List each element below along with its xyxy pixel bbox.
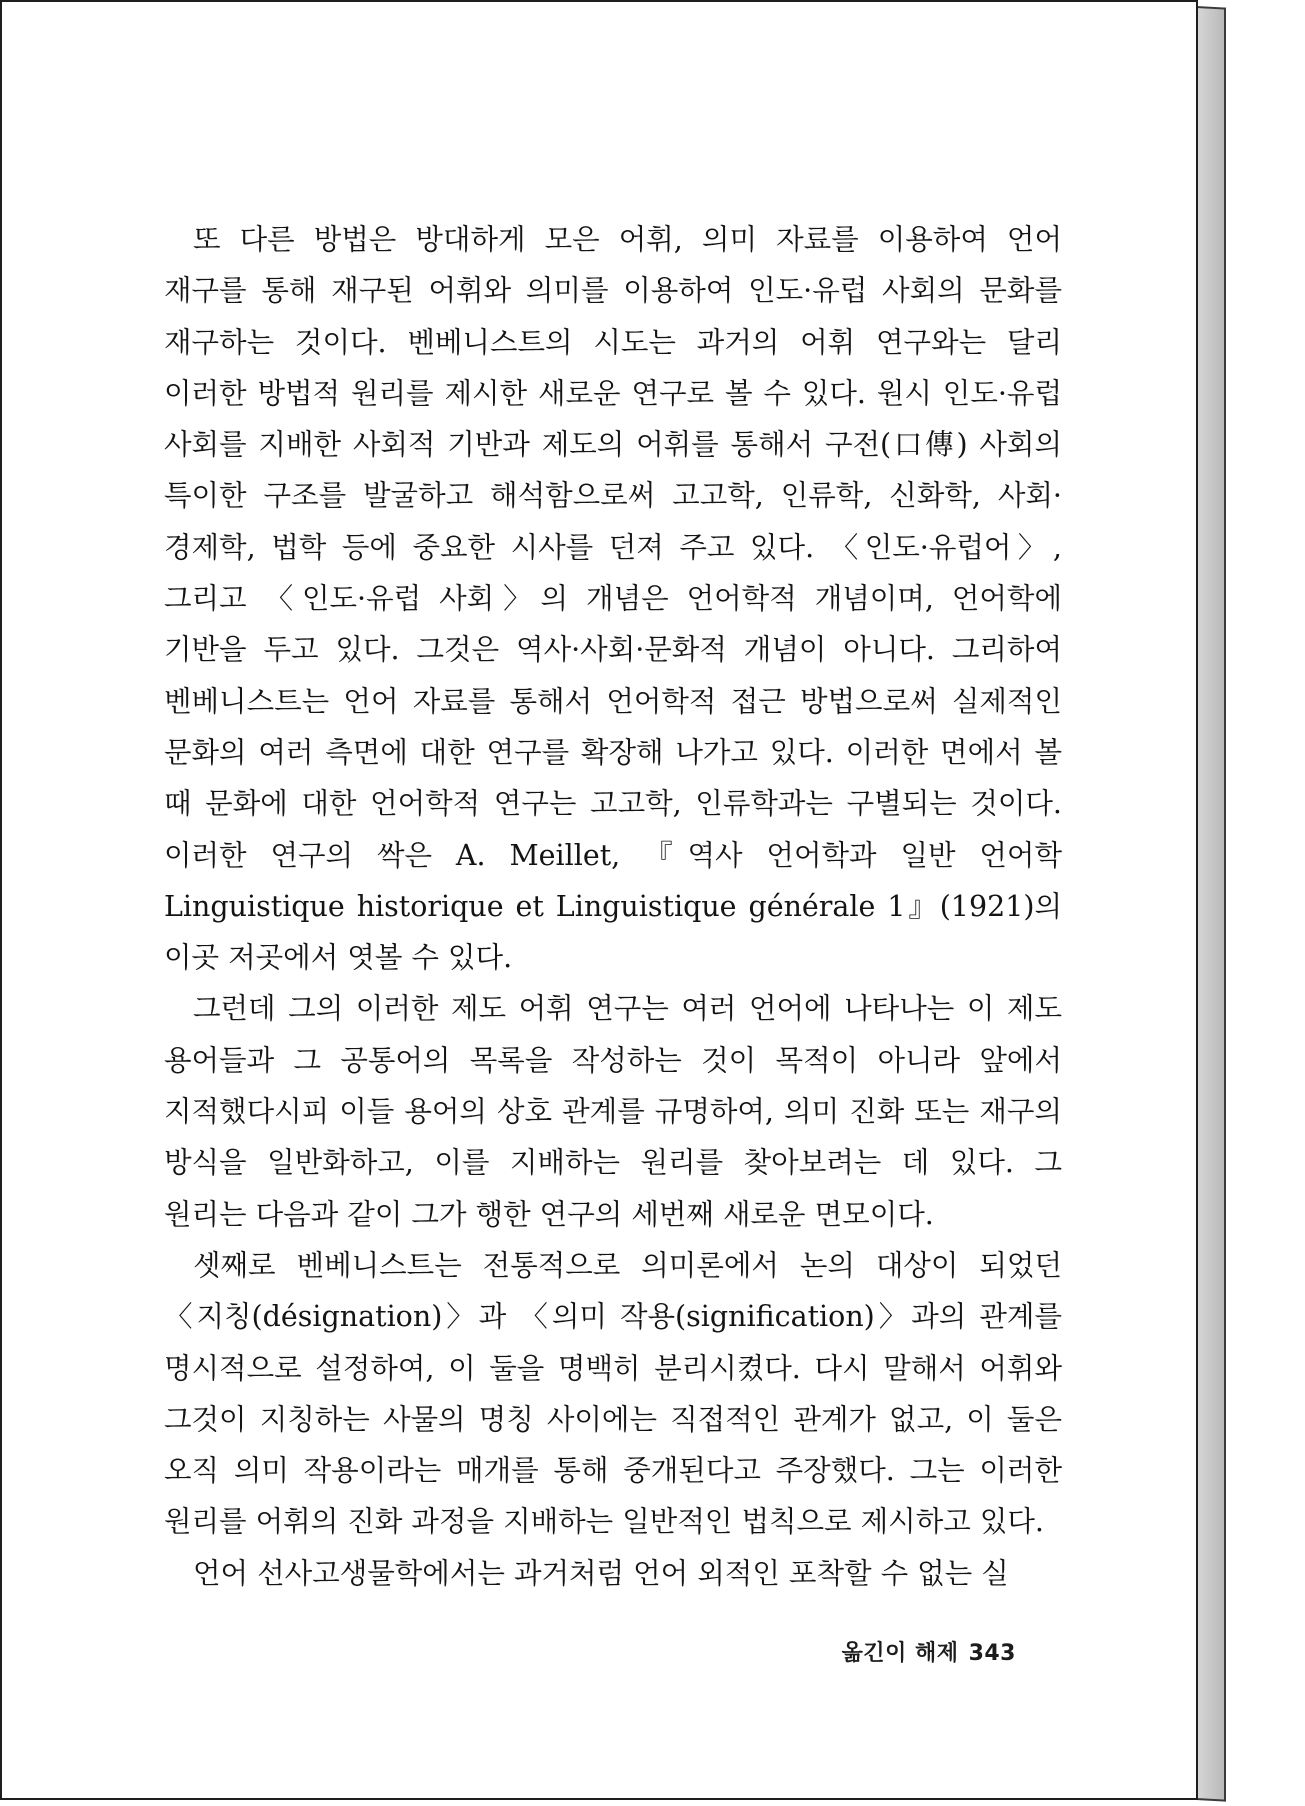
running-footer bbox=[842, 1636, 1016, 1667]
paragraph-3: 셋째로 벤베니스트는 전통적으로 의미론에서 논의 대상이 되었던 〈지칭(désignation)〉과 〈의미 작용(signification)〉과의 관계를 명시적으로 설정하여, 이 둘을 명백히 분리시켰다. 다시 말해서 어휘와 그것이 지칭하는 사물의 명칭 사이에는 직접적인 관계가 없고, 이 둘은 오직 의미 작용이라는 매개를 통해 중개된다고 주장했다. 그는 이러한 원리를 어휘의 진화 과정을 지배하는 일반적인 법칙으로 제시하고 있다. bbox=[164, 1248, 1062, 1539]
paragraph-2: 그런데 그의 이러한 제도 어휘 연구는 여러 언어에 나타나는 이 제도 용어들과 그 공통어의 목록을 작성하는 것이 목적이 아니라 앞에서 지적했다시피 이들 용어의 상호 관계를 규명하여, 의미 진화 또는 재구의 방식을 일반화하고, 이를 지배하는 원리를 찾아보려는 데 있다. 그 원리는 다음과 같이 그가 행한 연구의 세번째 새로운 면모이다. bbox=[164, 992, 1062, 1231]
paragraph-1: 또 다른 방법은 방대하게 모은 어휘, 의미 자료를 이용하여 언어 재구를 통해 재구된 어휘와 의미를 이용하여 인도·유럽 사회의 문화를 재구하는 것이다. 벤베니스트의 시도는 과거의 어휘 연구와는 달리 이러한 방법적 원리를 제시한 새로운 연구로 볼 수 있다. 원시 인도·유럽 사회를 지배한 사회적 기반과 제도의 어휘를 통해서 구전(口傳) 사회의 특이한 구조를 발굴하고 해석함으로써 고고학, 인류학, 신화학, 사회·경제학, 법학 등에 중요한 시사를 던져 주고 있다. 〈인도·유럽어〉, 그리고 〈인도·유럽 사회〉의 개념은 언어학적 개념이며, 언어학에 기반을 두고 있다. 그것은 역사·사회·문화적 개념이 아니다. 그리하여 벤베니스트는 언어 자료를 통해서 언어학적 접근 방법으로써 실제적인 문화의 여러 측면에 대한 연구를 확장해 나가고 있다. 이러한 면에서 볼 때 문화에 대한 언어학적 연구는 고고학, 인류학과는 구별되는 것이다. 이러한 연구의 싹은 A. Meillet, 『역사 언어학과 일반 언어학 Linguistique historique et Linguistique générale 1』(1921)의 이곳 저곳에서 엿볼 수 있다. bbox=[164, 223, 1062, 975]
page-number: 343 bbox=[968, 1641, 1016, 1666]
footer-section-title: 옮긴이 해제 bbox=[841, 1641, 959, 1666]
paragraph-4: 언어 선사고생물학에서는 과거처럼 언어 외적인 포착할 수 없는 실 bbox=[193, 1556, 1009, 1590]
body-text bbox=[164, 214, 1062, 1599]
page-stack-edge bbox=[1196, 6, 1226, 1802]
